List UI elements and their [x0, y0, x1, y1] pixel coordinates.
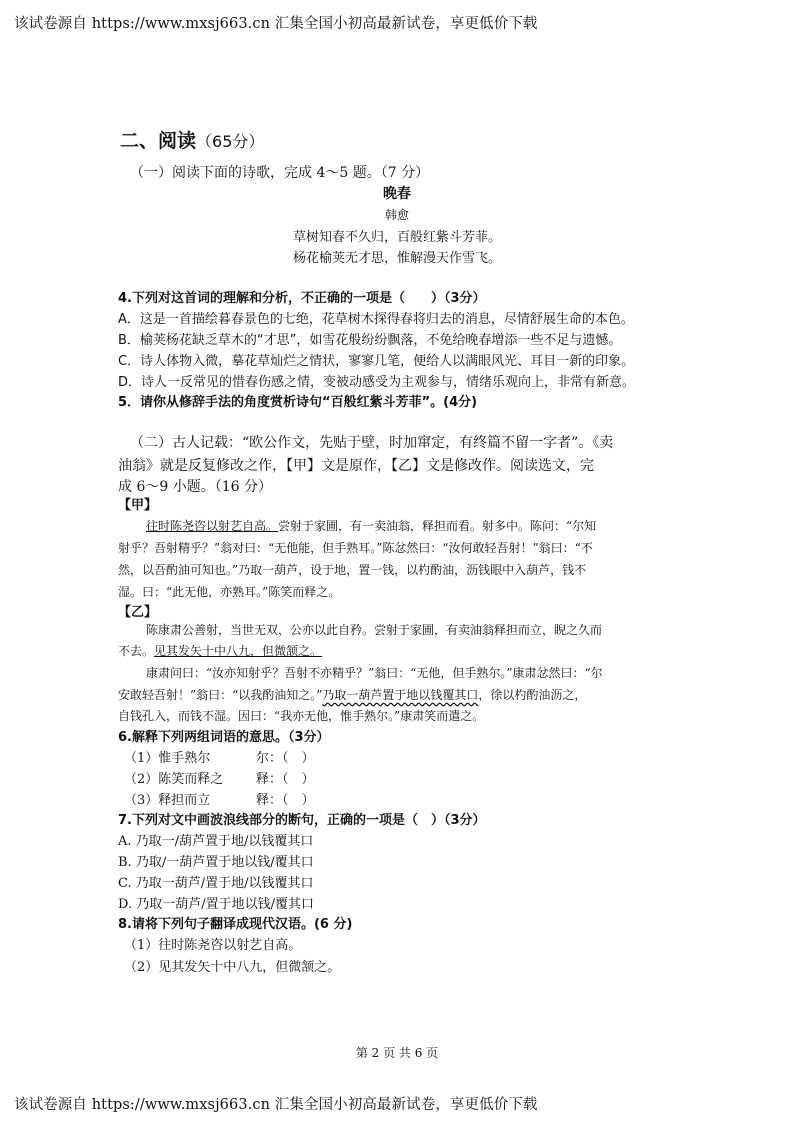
- text-jia-line-2: 射乎？吾射精乎？”翁对曰：“无他能，但手熟耳。”陈忿然曰：“汝何敢轻吾射！”翁曰：“不: [118, 541, 593, 555]
- text-yi-line-5: 自钱孔入，而钱不湿。因曰：“我亦无他，惟手熟尔。”康肃笑而遣之。: [118, 709, 485, 723]
- text-jia-line-4: 湿。曰：“此无他，亦熟耳。”陈笑而释之。: [118, 585, 341, 599]
- text-yi-line-2: [118, 642, 322, 659]
- text-jia-label: 【甲】: [118, 498, 158, 513]
- part2-intro-line-1: （二）古人记载：“欧公作文，先贴于壁，时加窜定，有终篇不留一字者”。《卖: [130, 435, 614, 451]
- q4-option-a: A．这是一首描绘暮春景色的七绝，花草树木探得春将归去的消息，尽情舒展生命的本色。: [118, 312, 634, 327]
- q4-option-b: B．榆荚杨花缺乏草木的“才思”，如雪花般纷纷飘落，不免给晚春增添一些不足与遗憾。: [118, 333, 622, 348]
- text-yi-line-1: 陈康肃公善射，当世无双，公亦以此自矜。尝射于家圃，有卖油翁释担而立，睨之久而: [146, 623, 603, 637]
- yi-line-4-suffix: ，徐以杓酌油沥之，: [478, 688, 587, 702]
- q6-item-1-key: 尔：（ ）: [256, 751, 315, 766]
- q8-sentence-1: （1）往时陈尧咨以射艺自高。: [124, 938, 302, 953]
- text-yi-line-4: [118, 686, 586, 703]
- q4-stem: 4.下列对这首词的理解和分析，不正确的一项是（ ）（3分）: [118, 291, 486, 306]
- q4-option-d: D．诗人一反常见的惜春伤感之情，变被动感受为主观参与，情绪乐观向上，非常有新意。: [118, 375, 636, 390]
- text-yi-line-3: 康肃问曰：“汝亦知射乎？吾射不亦精乎？”翁曰：“无他，但手熟尔。”康肃忿然曰：“尔: [146, 666, 603, 680]
- section-points: （65分）: [196, 132, 265, 151]
- q7-option-b: B. 乃取/一葫芦置于地以钱/覆其口: [118, 855, 314, 870]
- q5-stem: 5．请你从修辞手法的角度赏析诗句“百般红紫斗芳菲”。(4分): [118, 395, 478, 410]
- q6-item-3-key: 释：（ ）: [256, 793, 315, 808]
- text-yi-label: 【乙】: [118, 605, 158, 620]
- section-title-text: 二、阅读: [120, 130, 197, 152]
- q7-stem: 7.下列对文中画波浪线部分的断句，正确的一项是（ ）（3分）: [118, 813, 486, 828]
- part1-intro: （一）阅读下面的诗歌，完成 4～5 题。（7 分）: [130, 165, 430, 181]
- poem-line-1: 草树知春不久归，百般红紫斗芳菲。: [292, 230, 501, 245]
- poem-title: 晚春: [383, 186, 411, 202]
- text-jia-line-1: [146, 517, 596, 534]
- q6-item-1-label: （1）惟手熟尔: [124, 751, 211, 766]
- section-title: [120, 126, 264, 153]
- jia-line-1-rest: 尝射于家圃，有一卖油翁，释担而看。射多中。陈问：“尔知: [278, 519, 597, 533]
- q8-stem: 8.请将下列句子翻译成现代汉语。(6 分): [118, 917, 353, 932]
- part2-intro-line-3: 成 6～9 小题。（16 分）: [118, 479, 272, 495]
- watermark-bottom: 该试卷源自 https://www.mxsj663.cn 汇集全国小初高最新试卷，享更低价下载: [14, 1097, 538, 1113]
- q7-option-c: C. 乃取一葫芦/置于地/以钱覆其口: [118, 876, 314, 891]
- q6-item-2-label: （2）陈笑而释之: [124, 772, 224, 787]
- watermark-top: 该试卷源自 https://www.mxsj663.cn 汇集全国小初高最新试卷，享更低价下载: [14, 16, 538, 32]
- q6-stem: 6.解释下列两组词语的意思。（3分）: [118, 730, 330, 745]
- part2-intro-line-2: 油翁》就是反复修改之作，【甲】文是原作，【乙】文是修改作。阅读选文，完: [118, 458, 594, 474]
- page-number: 第 2 页 共 6 页: [355, 1046, 439, 1060]
- q8-sentence-2: （2）见其发矢十中八九，但微颔之。: [124, 960, 341, 975]
- poem-line-2: 杨花榆荚无才思，惟解漫天作雪飞。: [292, 251, 501, 266]
- yi-line-2-prefix: 不去。: [118, 644, 155, 658]
- q4-option-c: C．诗人体物入微，摹花草灿烂之情状，寥寥几笔，便给人以满眼风光、耳目一新的印象。: [118, 354, 635, 369]
- q7-option-a: A. 乃取一/葫芦置于地/以钱覆其口: [118, 834, 314, 849]
- q7-option-d: D. 乃取一葫芦/置于地以钱/覆其口: [118, 897, 314, 912]
- jia-underlined-sentence: 往时陈尧咨以射艺自高。: [146, 519, 279, 533]
- q6-item-2-key: 释：（ ）: [256, 772, 315, 787]
- yi-wavy-underlined-phrase: 乃取一葫芦置于地以钱覆其口: [322, 688, 479, 702]
- yi-underlined-sentence: 见其发矢十中八九，但微颔之。: [154, 644, 323, 658]
- poem-author: 韩愈: [384, 208, 409, 222]
- text-jia-line-3: 然，以吾酌油可知也。”乃取一葫芦，设于地，置一钱，以杓酌油，沥钱眼中入葫芦，钱不: [118, 563, 587, 577]
- q6-item-3-label: （3）释担而立: [124, 793, 211, 808]
- yi-line-4-prefix: 安敢轻吾射！”翁曰：“以我酌油知之。”: [118, 688, 323, 702]
